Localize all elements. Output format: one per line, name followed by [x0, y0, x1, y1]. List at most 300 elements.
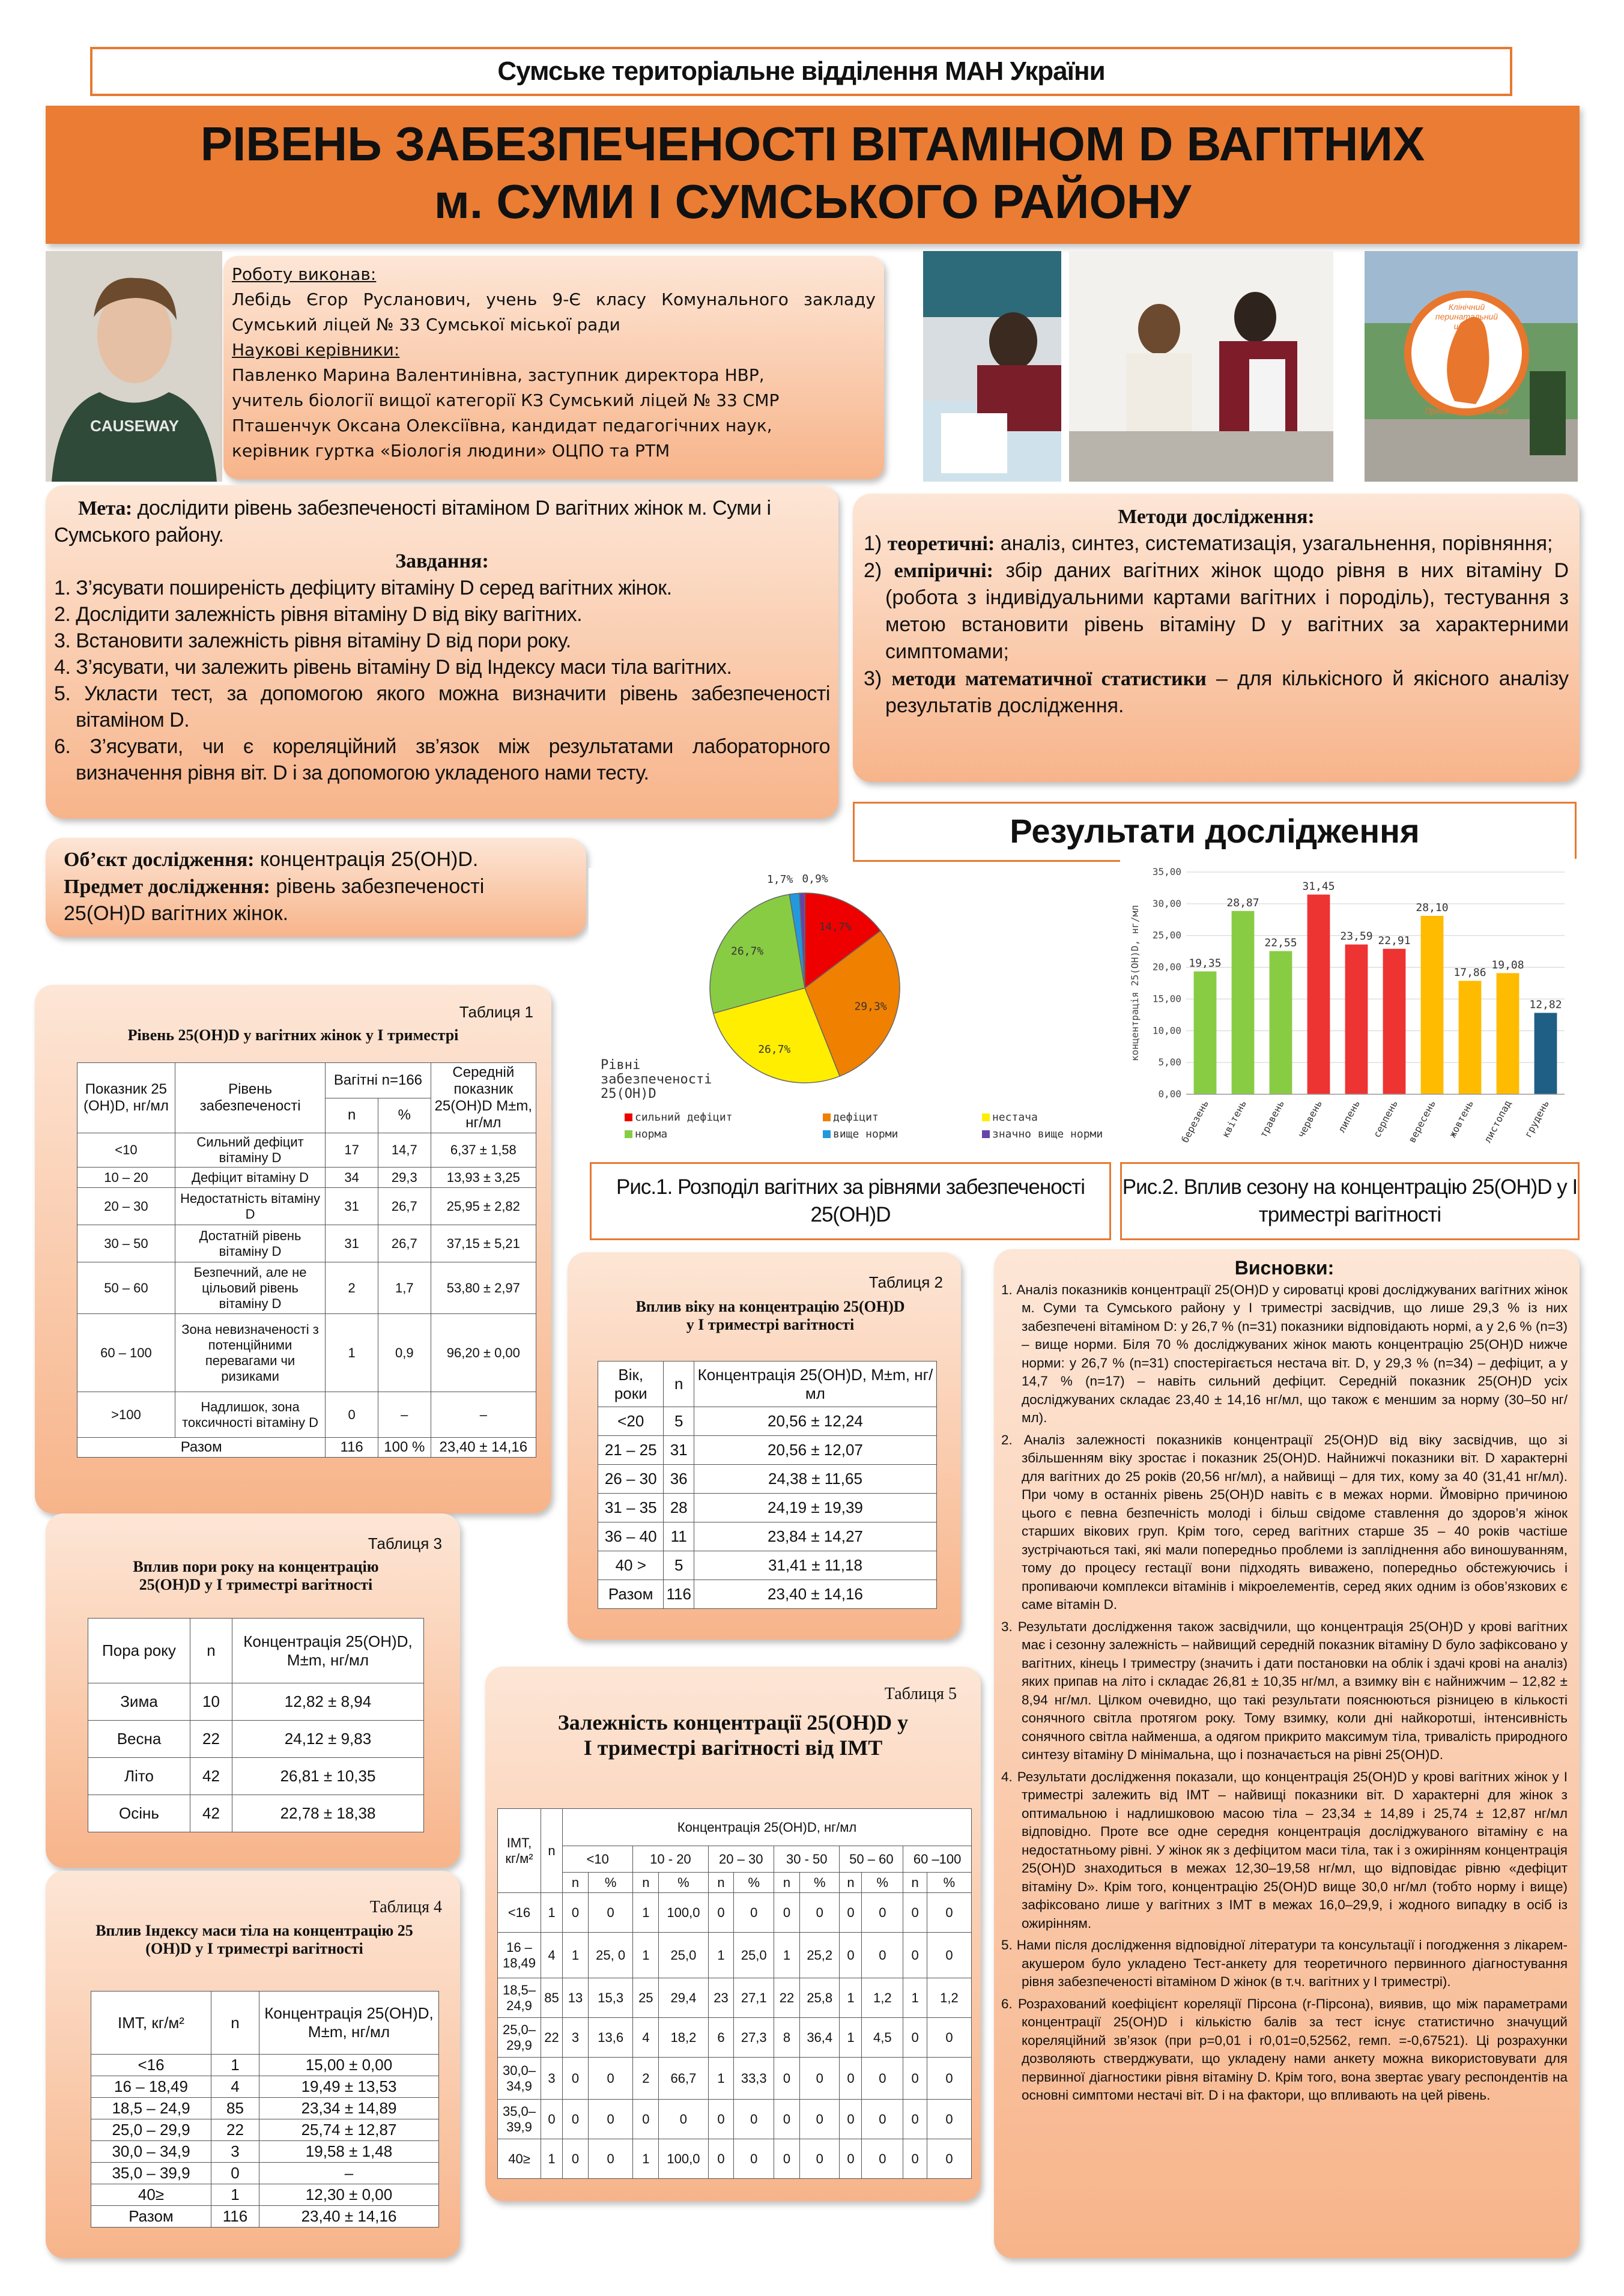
table-cell: 27,3 — [734, 2018, 774, 2058]
table-cell: 1 — [211, 2055, 259, 2076]
table-4-box — [46, 1871, 460, 2258]
table-cell: 0,9 — [378, 1314, 431, 1392]
bar-data-label: 22,91 — [1378, 934, 1411, 947]
table-cell: 27,1 — [734, 1978, 774, 2018]
table-cell: 116 — [664, 1580, 694, 1609]
table-cell: 6,37 ± 1,58 — [431, 1133, 536, 1168]
y-tick-label: 5,00 — [1158, 1056, 1181, 1068]
table-cell: 24,38 ± 11,65 — [694, 1465, 936, 1494]
table-cell: 100,0 — [659, 2139, 708, 2179]
table-cell: 0 — [708, 2100, 734, 2139]
table-cell: 85 — [211, 2098, 259, 2119]
table-cell: 23,34 ± 14,89 — [259, 2098, 439, 2119]
table-header-cell: % — [659, 1873, 708, 1893]
conclusion-item: 6. Розрахований коефіцієнт кореляції Пірсона (r-Пірсона), виявив, що між параметрами концентрації 25(OH)D і кількістю балів за тест існує статистично значущий кореляційний зв’язок (при p=0,01 і r0,01=0,52562, rемп. =-0,67521). Ці розрахунки дозволяють стверджувати, що укладену нами анкету можна використовувати для первинної діагностики рівня вітаміну D. Крім того, вона звертає увагу респондентів на основні симптоми нестачі віт. D і на фактори, що впливають на цей рівень. — [1001, 1996, 1568, 2103]
table-cell: 1 — [840, 1978, 862, 2018]
table-row — [88, 1758, 424, 1795]
table-row — [88, 1683, 424, 1721]
table-cell: Надлишок, зона токсичності вітаміну D — [175, 1392, 325, 1438]
table-cell: 22 — [541, 2018, 563, 2058]
table-cell: 0 — [774, 2139, 800, 2179]
table-header-cell: n — [563, 1873, 589, 1893]
table-cell: 0 — [326, 1392, 378, 1438]
table-row — [77, 1188, 536, 1225]
table-3-number: Таблиця 3 — [368, 1534, 442, 1552]
table-cell: 15,00 ± 0,00 — [259, 2055, 439, 2076]
bar-chart-panel — [1120, 859, 1577, 1153]
table-row — [91, 2076, 439, 2098]
table-cell: 1 — [774, 1933, 800, 1978]
performed-label: Роботу виконав: — [232, 264, 377, 284]
table-cell: 24,12 ± 9,83 — [232, 1721, 424, 1758]
task-item: 4. З’ясувати, чи залежить рівень вітаміну D від Індексу маси тіла вагітних. — [54, 656, 732, 679]
method-item: 2) емпіричні: збір даних вагітних жінок щодо рівня в них вітаміну D (робота з індивідуальними картами вагітних і породіль), тестування з метою встановити рівень вітаміну D у вагітних за характерними симптомами; — [864, 559, 1569, 663]
table-cell: 4,5 — [862, 2018, 903, 2058]
table-cell: 23,40 ± 14,16 — [694, 1580, 936, 1609]
table-cell: 18,5–24,9 — [498, 1978, 541, 2018]
y-tick-label: 10,00 — [1152, 1025, 1181, 1037]
table-cell: 0 — [563, 2100, 589, 2139]
table-cell: 22,78 ± 18,38 — [232, 1795, 424, 1832]
table-cell: 0 — [862, 1893, 903, 1933]
table-cell: 42 — [190, 1758, 232, 1795]
table-cell: 34 — [326, 1168, 378, 1188]
x-tick-label: листопад — [1482, 1098, 1514, 1145]
table-row — [498, 2058, 972, 2100]
bar — [1307, 895, 1330, 1094]
x-tick-label: серпень — [1371, 1098, 1401, 1140]
table-header-cell: <10 — [563, 1846, 633, 1873]
table-cell: 1,7 — [378, 1262, 431, 1314]
table-cell: 25,2 — [799, 1933, 840, 1978]
table-cell: 20,56 ± 12,24 — [694, 1407, 936, 1436]
organization-name: Сумське територіальне відділення МАН України — [497, 56, 1105, 86]
legend-label: нестача — [992, 1111, 1038, 1124]
bar-data-label: 28,10 — [1416, 901, 1449, 914]
table-cell: – — [259, 2163, 439, 2184]
table-cell: 31 — [664, 1436, 694, 1465]
table-cell: 0 — [799, 1893, 840, 1933]
table-5-title-2: І триместрі вагітності від ІМТ — [583, 1736, 883, 1760]
subject-label: Предмет дослідження: — [64, 876, 270, 898]
bar — [1194, 971, 1217, 1094]
pie-data-label: 26,7% — [758, 1043, 791, 1056]
advisor-1-position: учитель біології вищої категорії КЗ Сумський ліцей № 33 СМР — [232, 390, 780, 410]
object-label: Об’єкт дослідження: — [64, 849, 255, 871]
table-cell: 0 — [927, 1933, 971, 1978]
table-cell: 12,30 ± 0,00 — [259, 2184, 439, 2206]
pie-chart-title: Рівні забезпеченості 25(OH)D — [601, 1058, 712, 1101]
table-header-cell: 50 – 60 — [840, 1846, 903, 1873]
table-cell: 5 — [664, 1551, 694, 1580]
table-cell: 40 > — [598, 1551, 664, 1580]
table-row — [91, 2163, 439, 2184]
table-cell: 0 — [563, 2139, 589, 2179]
table-cell: 40≥ — [91, 2184, 211, 2206]
organization-banner — [90, 47, 1512, 96]
bar-data-label: 23,59 — [1340, 930, 1373, 943]
legend-swatch — [625, 1130, 632, 1138]
table-row — [598, 1494, 937, 1522]
table-2-number: Таблиця 2 — [868, 1273, 943, 1291]
legend-label: сильний дефіцит — [635, 1111, 733, 1124]
table-cell: 22 — [211, 2119, 259, 2141]
task-item: 1. З’ясувати поширеність дефіциту вітаміну D серед вагітних жінок. — [54, 577, 672, 599]
advisors-label: Наукові керівники: — [232, 340, 400, 360]
object-box — [46, 838, 586, 937]
table-cell: 0 — [840, 1893, 862, 1933]
x-tick-label: квітень — [1219, 1098, 1249, 1140]
table-row — [91, 2206, 439, 2228]
pie-data-label: 29,3% — [854, 1000, 887, 1013]
table-cell: 20 – 30 — [77, 1188, 175, 1225]
table-cell: 22 — [190, 1721, 232, 1758]
table-row — [91, 2055, 439, 2076]
table-2-title: Вплив віку на концентрацію 25(OH)D у І триместрі вагітності — [635, 1298, 905, 1333]
table-cell: 28 — [664, 1494, 694, 1522]
advisor-2: Пташенчук Оксана Олексіївна, кандидат педагогічних наук, — [232, 416, 772, 435]
table-cell: 53,80 ± 2,97 — [431, 1262, 536, 1314]
table-row — [498, 1933, 972, 1978]
table-cell: 30,0 – 34,9 — [91, 2141, 211, 2163]
table-cell: 0 — [840, 2100, 862, 2139]
table-cell: 31 — [326, 1225, 378, 1262]
table-cell: 20,56 ± 12,07 — [694, 1436, 936, 1465]
table-cell: 10 — [190, 1683, 232, 1721]
table-cell: 0 — [659, 2100, 708, 2139]
table-cell: Разом — [598, 1580, 664, 1609]
legend-swatch — [982, 1130, 990, 1138]
tasks-list — [54, 575, 830, 786]
table-cell: 0 — [774, 1893, 800, 1933]
table-cell: 0 — [588, 1893, 632, 1933]
table-cell: Осінь — [88, 1795, 190, 1832]
y-tick-label: 15,00 — [1152, 993, 1181, 1005]
table-cell: 1 — [541, 2139, 563, 2179]
table-cell: <16 — [91, 2055, 211, 2076]
table-cell: 100,0 — [659, 1893, 708, 1933]
table-cell: – — [378, 1392, 431, 1438]
table-cell: 0 — [840, 2139, 862, 2179]
table-cell: 1 — [633, 1893, 659, 1933]
table-cell: 0 — [633, 2100, 659, 2139]
table-cell: 29,3 — [378, 1168, 431, 1188]
table-cell: 25,8 — [799, 1978, 840, 2018]
table-cell: 26,7 — [378, 1188, 431, 1225]
bar — [1270, 951, 1292, 1094]
x-tick-label: липень — [1336, 1098, 1363, 1134]
table-1: Показник 25 (OH)D, нг/мл Рівень забезпеченості Вагітні n=166 Середній показник 25(OH)D M±m, нг/мл n % <10 Сильний дефіцит вітаміну D 17 14,7 6,37 ± 1,58 10 – 20 Дефіцит вітаміну D 34 29,3 13,93 ± 3,25 20 – 30 Недостатність вітаміну D 31 26,7 25,95 ± 2,82 30 – 50 Достатній рівень вітаміну D 31 26,7 37,15 ± 5,21 50 – 60 Безпечний, але не цільовий рівень вітаміну D 2 1,7 53,80 ± 2,97 60 – 100 Зона невизначеності з потенційними перевагами чи ризиками 1 0,9 96,20 ± 0,00 >100 Надлишок, зона токсичності вітаміну D 0 – – Разом 116 100 % 23,40 ± 14,16 — [77, 1062, 536, 1458]
table-cell: 66,7 — [659, 2058, 708, 2100]
conclusion-item: 2. Аналіз залежності показників концентрації 25(OH)D від віку засвідчив, що зі збільшенням віку зростає і показник 25(OH)D. Найнижчі показники віт. D характерні для вагітних до 25 років (20,56 нг/мл), а найвищі – для тих, кому за 40 (31,41 нг/мл). При чому в останніх рівень 25(OH)D навіть є в межах норми. Ймовірно причиною цього є певна безпечність молоді і більш свідоме ставлення до здоров’я жінок старших вікових груп. Крім того, серед вагітних старше 35 – 40 років частіше зустрічаються такі, які мали попередньо проблеми із запліднення або виношуванням, тому до процесу гестації вони підходять виважено, попередньо обстежуючись і пропиваючи комплекси вітамінів і мікроелементів, серед яких одним із обов’язкових є саме вітамін D. — [1001, 1432, 1568, 1612]
pie-data-label: 14,7% — [819, 921, 852, 934]
table-1-title: Рівень 25(OH)D у вагітних жінок у І триместрі — [127, 1026, 459, 1044]
x-tick-label: березень — [1179, 1098, 1211, 1145]
methods-title: Методи дослідження: — [1118, 506, 1315, 528]
conclusion-item: 3. Результати дослідження також засвідчили, що концентрація 25(OH)D у крові вагітних має і сезонну залежність – найвищий середній показник вітаміну D було зафіксовано у вагітних, кінець І триместру (значить і дати постановки на облік і здачі крові на аналіз) яких припав на літо і складає 26,81 ± 10,35 нг/мл, а взимку він є найнижчим – 12,82 ± 8,94 нг/мл. Цілком очевидно, що такі результати пояснюються різницею в кількості сонячного світла протягом року. Тому взимку, коли дні найкоротші, інтенсивність сонячного світла найменша, а одягом прикрито максимум тіла, тривалість природного синтезу вітаміну D мінімальна, що і позначається на рівні 25(OH)D. — [1001, 1619, 1568, 1762]
pie-data-label: 26,7% — [731, 945, 764, 958]
goal-text: дослідити рівень забезпеченості вітаміном D вагітних жінок м. Суми і Сумського району. — [54, 497, 771, 547]
table-cell: 25, 0 — [588, 1933, 632, 1978]
methods-box — [853, 494, 1580, 782]
x-tick-label: травень — [1257, 1098, 1287, 1140]
tasks-title: Завдання: — [395, 550, 489, 572]
table-row — [77, 1225, 536, 1262]
method-item: 1) теоретичні: аналіз, синтез, систематизація, узагальнення, порівняння; — [864, 532, 1553, 555]
table-cell: 13,6 — [588, 2018, 632, 2058]
table-cell: 0 — [903, 2018, 927, 2058]
table-cell: 1 — [211, 2184, 259, 2206]
y-tick-label: 30,00 — [1152, 897, 1181, 909]
table-row — [88, 1721, 424, 1758]
table-cell: 1,2 — [862, 1978, 903, 2018]
table-cell: 19,58 ± 1,48 — [259, 2141, 439, 2163]
x-tick-label: червень — [1295, 1098, 1325, 1140]
table-header-cell: n — [633, 1873, 659, 1893]
table-row — [598, 1551, 937, 1580]
table-row — [498, 1978, 972, 2018]
table-5-box — [485, 1667, 981, 2201]
table-cell: 26,81 ± 10,35 — [232, 1758, 424, 1795]
table-4-title: Вплив Індексу маси тіла на концентрацію 25 (OH)D у І триместрі вагітності — [95, 1922, 413, 1957]
table-header-cell: % — [588, 1873, 632, 1893]
table-5-number: Таблиця 5 — [884, 1685, 957, 1703]
conclusions-title: Висновки: — [1234, 1257, 1335, 1279]
table-cell: 1 — [326, 1314, 378, 1392]
table-cell: 85 — [541, 1978, 563, 2018]
x-tick-label: грудень — [1522, 1098, 1552, 1140]
table-cell: 0 — [903, 1933, 927, 1978]
bar-data-label: 12,82 — [1529, 998, 1562, 1011]
table-3-title: Вплив пори року на концентрацію 25(OH)D у І триместрі вагітності — [133, 1558, 379, 1593]
table-cell: 0 — [903, 1893, 927, 1933]
table-cell: Весна — [88, 1721, 190, 1758]
table-2-box — [568, 1252, 961, 1640]
table-cell: Зона невизначеності з потенційними перевагами чи ризиками — [175, 1314, 325, 1392]
table-row — [91, 2098, 439, 2119]
table-row — [498, 2139, 972, 2179]
table-cell: 1 — [708, 2058, 734, 2100]
table-cell: 0 — [588, 2100, 632, 2139]
table-cell: Дефіцит вітаміну D — [175, 1168, 325, 1188]
table-cell: 3 — [541, 2058, 563, 2100]
table-cell: 0 — [903, 2100, 927, 2139]
table-header-cell: % — [734, 1873, 774, 1893]
bar-chart — [1120, 859, 1577, 1153]
table-1-number: Таблиця 1 — [459, 1003, 533, 1021]
table-row — [77, 1262, 536, 1314]
table-row — [88, 1795, 424, 1832]
table-cell: 0 — [541, 2100, 563, 2139]
subject-text: рівень забезпеченості 25(OH)D вагітних жінок. — [64, 875, 485, 925]
conclusion-item: 5. Нами після дослідження відповідної літератури та консультації і погодження з лікарем-акушером було укладено Тест-анкету для теоретичного первинного діагностування рівня забезпеченості вітаміном D жінок (в т.ч. вагітних у І триместрі). — [1001, 1937, 1568, 1989]
table-cell: Разом — [91, 2206, 211, 2228]
results-heading: Результати дослідження — [853, 802, 1577, 862]
table-cell: 25,74 ± 12,87 — [259, 2119, 439, 2141]
table-cell: 11 — [664, 1522, 694, 1551]
table-cell: 19,49 ± 13,53 — [259, 2076, 439, 2098]
goal-label: Мета: — [78, 497, 132, 519]
table-cell: 0 — [799, 2100, 840, 2139]
bar — [1459, 981, 1482, 1094]
table-2: Вік, роки n Концентрація 25(OH)D, M±m, нг/мл <20 5 20,56 ± 12,24 21 – 25 31 20,56 ± 12,07 26 – 30 36 24,38 ± 11,65 31 – 35 28 24,19 ± 19,39 36 – 40 11 23,84 ± 14,27 40 > 5 31,41 ± 11,18 Разом 116 23,40 ± 14,16 — [598, 1361, 937, 1609]
table-cell: 116 — [211, 2206, 259, 2228]
table-cell: 30 – 50 — [77, 1225, 175, 1262]
bar — [1232, 911, 1255, 1094]
table-row — [498, 1893, 972, 1933]
table-5: ІМТ, кг/м² n Концентрація 25(OH)D, нг/мл <10 10 - 20 20 – 30 30 - 50 50 – 60 60 –100 n % n % n % n % n % n % <16 1 0 0 1 100,0 0 0 0 0 0 0 0 0 16 –18,49 4 1 25, 0 1 25,0 1 25,0 1 25,2 0 0 0 0 18,5–24,9 85 13 15,3 25 29,4 23 27,1 22 25,8 1 1,2 1 1,2 25,0–29,9 22 3 13,6 4 18,2 6 27,3 8 36,4 1 4,5 0 0 30,0– 34,9 3 0 0 2 66,7 1 33,3 0 0 0 0 0 0 35,0–39,9 0 0 0 0 0 0 0 0 0 0 0 0 0 40≥ 1 0 0 1 100,0 0 0 0 0 0 0 0 0 — [497, 1808, 972, 2179]
table-cell: 31 – 35 — [598, 1494, 664, 1522]
legend-swatch — [982, 1113, 990, 1121]
author-photo — [46, 251, 222, 482]
table-cell: 25,0 — [734, 1933, 774, 1978]
goal-tasks-box — [46, 485, 838, 819]
bar-data-label: 17,86 — [1453, 966, 1486, 980]
table-cell: 13,93 ± 3,25 — [431, 1168, 536, 1188]
table-cell: 0 — [708, 2139, 734, 2179]
table-row — [598, 1436, 937, 1465]
table-cell: 0 — [563, 1893, 589, 1933]
bar-data-label: 22,55 — [1264, 936, 1297, 950]
table-cell: 14,7 — [378, 1133, 431, 1168]
table-row — [598, 1465, 937, 1494]
table-header-cell: n — [708, 1873, 734, 1893]
table-cell: 0 — [862, 2139, 903, 2179]
table-1-box — [35, 985, 551, 1513]
table-cell: >100 — [77, 1392, 175, 1438]
table-cell: 25,0 — [659, 1933, 708, 1978]
table-cell: 0 — [903, 2139, 927, 2179]
x-tick-label: вересень — [1406, 1098, 1438, 1145]
table-cell: 2 — [633, 2058, 659, 2100]
sign-text-2: Пресвятої Діви Марії — [1425, 406, 1509, 416]
title-line-1: РІВЕНЬ ЗАБЕЗПЕЧЕНОСТІ ВІТАМІНОМ D ВАГІТНИХ — [200, 117, 1425, 171]
table-header-cell: % — [799, 1873, 840, 1893]
table-cell: <16 — [498, 1893, 541, 1933]
legend-swatch — [625, 1113, 632, 1121]
table-cell: 0 — [799, 2139, 840, 2179]
photo-student-working — [923, 251, 1061, 482]
table-cell: 0 — [927, 1893, 971, 1933]
advisor-1: Павленко Марина Валентинівна, заступник директора НВР, — [232, 365, 765, 385]
table-cell: 4 — [541, 1933, 563, 1978]
table-cell: 23,84 ± 14,27 — [694, 1522, 936, 1551]
table-header-cell: % — [927, 1873, 971, 1893]
bar-data-label: 19,35 — [1189, 957, 1222, 970]
table-cell: Недостатність вітаміну D — [175, 1188, 325, 1225]
table-header-cell: 60 –100 — [903, 1846, 972, 1873]
pie-data-label: 0,9% — [802, 873, 828, 886]
table-cell: 18,2 — [659, 2018, 708, 2058]
authors-box — [223, 256, 884, 479]
table-cell: 0 — [563, 2058, 589, 2100]
table-cell: 42 — [190, 1795, 232, 1832]
table-cell: 1 — [708, 1933, 734, 1978]
advisor-2-position: керівник гуртка «Біологія людини» ОЦПО та РТМ — [232, 441, 670, 461]
table-cell: 18,5 – 24,9 — [91, 2098, 211, 2119]
conclusions-box — [994, 1249, 1580, 2258]
table-cell: 22 — [774, 1978, 800, 2018]
table-cell: 0 — [840, 2058, 862, 2100]
task-item: 6. З’ясувати, чи є кореляційний зв’язок між результатами лабораторного визначення рівня віт. D і за допомогою укладеного нами тесту. — [54, 735, 830, 784]
table-cell: 1 — [840, 2018, 862, 2058]
task-item: 2. Дослідити залежність рівня вітаміну D від віку вагітних. — [54, 603, 583, 626]
table-cell: 16 – 18,49 — [91, 2076, 211, 2098]
table-cell: 0 — [799, 2058, 840, 2100]
photo-perinatal-center — [1365, 251, 1578, 482]
table-cell: 0 — [774, 2100, 800, 2139]
poster-title — [46, 106, 1580, 244]
table-cell: 60 – 100 — [77, 1314, 175, 1392]
table-cell: 0 — [588, 2139, 632, 2179]
table-cell: 17 — [326, 1133, 378, 1168]
y-tick-label: 35,00 — [1152, 866, 1181, 877]
table-cell: 36 – 40 — [598, 1522, 664, 1551]
bar — [1421, 916, 1444, 1094]
table-cell: 0 — [927, 2139, 971, 2179]
figure-2-caption: Рис.2. Вплив сезону на концентрацію 25(OH)D у І триместрі вагітності — [1120, 1162, 1580, 1240]
table-cell: 50 – 60 — [77, 1262, 175, 1314]
table-cell: 35,0–39,9 — [498, 2100, 541, 2139]
pie-data-label: 1,7% — [767, 873, 793, 886]
table-cell: 1 — [903, 1978, 927, 2018]
table-row — [91, 2184, 439, 2206]
table-header-cell: n — [903, 1873, 927, 1893]
table-row — [598, 1522, 937, 1551]
table-row — [77, 1133, 536, 1168]
task-item: 3. Встановити залежність рівня вітаміну D від пори року. — [54, 629, 571, 652]
table-cell: 23 — [708, 1978, 734, 2018]
table-cell: 8 — [774, 2018, 800, 2058]
table-cell: 1 — [633, 1933, 659, 1978]
table-cell: 15,3 — [588, 1978, 632, 2018]
table-cell: 12,82 ± 8,94 — [232, 1683, 424, 1721]
table-cell: 1,2 — [927, 1978, 971, 2018]
table-cell: 3 — [563, 2018, 589, 2058]
table-3-box — [46, 1513, 460, 1868]
legend-swatch — [823, 1130, 831, 1138]
table-cell: 0 — [927, 2018, 971, 2058]
table-cell: <20 — [598, 1407, 664, 1436]
bar-data-label: 31,45 — [1302, 880, 1335, 893]
table-cell: 0 — [840, 1933, 862, 1978]
table-cell: 1 — [563, 1933, 589, 1978]
table-cell: Зима — [88, 1683, 190, 1721]
table-row — [598, 1580, 937, 1609]
table-cell: 25,0 – 29,9 — [91, 2119, 211, 2141]
table-row — [498, 2100, 972, 2139]
table-row — [598, 1407, 937, 1436]
table-cell: 4 — [633, 2018, 659, 2058]
table-header-cell: n — [840, 1873, 862, 1893]
table-cell: 6 — [708, 2018, 734, 2058]
sign-text-1: Клінічний перинатальний центр — [1435, 302, 1498, 331]
figure-1-caption: Рис.1. Розподіл вагітних за рівнями забезпеченості 25(OH)D — [590, 1162, 1111, 1240]
table-cell: 4 — [211, 2076, 259, 2098]
table-header-cell: % — [862, 1873, 903, 1893]
table-cell: 25,95 ± 2,82 — [431, 1188, 536, 1225]
conclusion-item: 1. Аналіз показників концентрації 25(OH)D у сироватці крові досліджуваних вагітних жінок м. Суми та Сумського району у І триместрі засвідчив, що лише 29,3 % із них забезпечені вітаміном D: у 26,7 % (n=31) показники відповідають нормі, а у 2,6 % (n=3) – вище норми. Біля 70 % досліджуваних жінок мають концентрацію 25(OH)D нижче норми: у 26,7 % (n=31) спостерігається нестача віт. D, у 29,3 % (n=34) – дефіцит, а у 14,7 % (n=17) – навіть сильний дефіцит. Середній показник 25(OH)D усіх досліджуваних складає 23,40 ± 14,16 нг/мл, що також є меншим за норму (30–50 нг/мл). — [1001, 1282, 1568, 1425]
table-header-cell: 10 - 20 — [633, 1846, 708, 1873]
author-text: Лебідь Єгор Русланович, учень 9-Є класу Комунального закладу Сумський ліцей № 33 Сумської міської ради — [232, 289, 876, 335]
table-row — [77, 1168, 536, 1188]
table-cell: 0 — [903, 2058, 927, 2100]
table-cell: 0 — [927, 2100, 971, 2139]
legend-label: значно вище норми — [992, 1128, 1103, 1140]
table-cell: 37,15 ± 5,21 — [431, 1225, 536, 1262]
table-cell: 10 – 20 — [77, 1168, 175, 1188]
table-cell: Сильний дефіцит вітаміну D — [175, 1133, 325, 1168]
